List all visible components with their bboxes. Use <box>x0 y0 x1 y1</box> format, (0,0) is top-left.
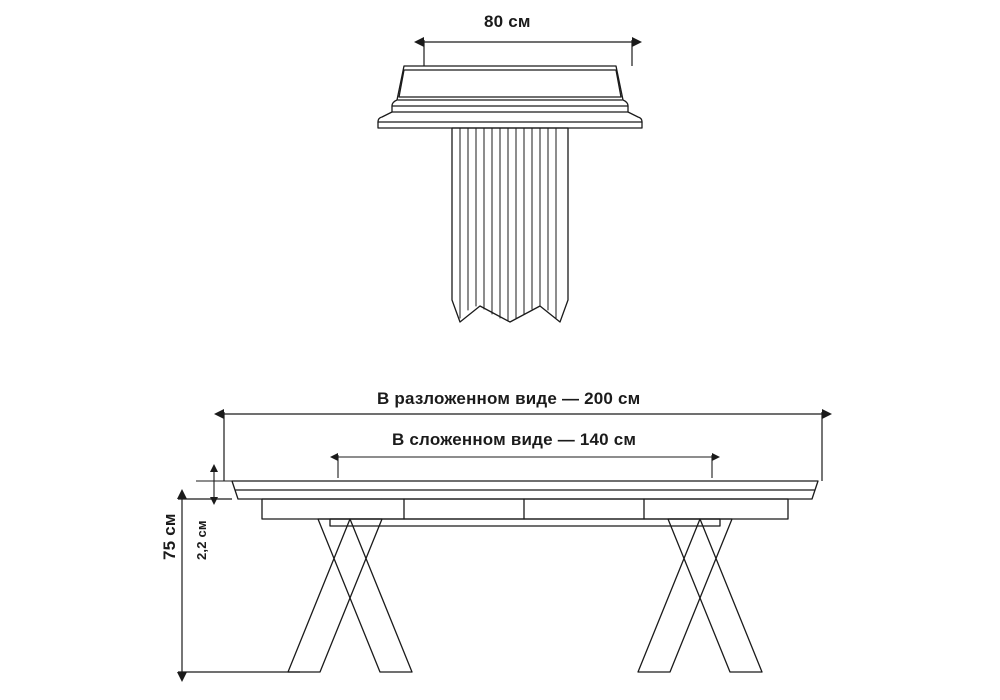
top-view-tabletop-inner-panel <box>399 70 621 97</box>
top-view-group <box>378 66 642 322</box>
front-view-apron-inner <box>330 519 720 526</box>
label-top-width: 80 см <box>484 12 531 31</box>
dimension-folded <box>338 455 712 478</box>
dimension-thickness <box>196 472 232 497</box>
label-folded-length: В сложенном виде — 140 см <box>392 430 637 449</box>
front-view-apron <box>262 499 788 519</box>
label-top-thickness: 2,2 см <box>194 520 209 560</box>
dimension-top-width <box>424 40 632 66</box>
top-view-base-outline <box>452 128 568 322</box>
front-view-leg-left <box>288 519 412 672</box>
label-height: 75 см <box>160 513 179 560</box>
top-view-base-slats <box>460 128 556 321</box>
front-view-group <box>232 481 818 672</box>
front-view-leg-right <box>638 519 762 672</box>
label-unfolded-length: В разложенном виде — 200 см <box>377 389 641 408</box>
